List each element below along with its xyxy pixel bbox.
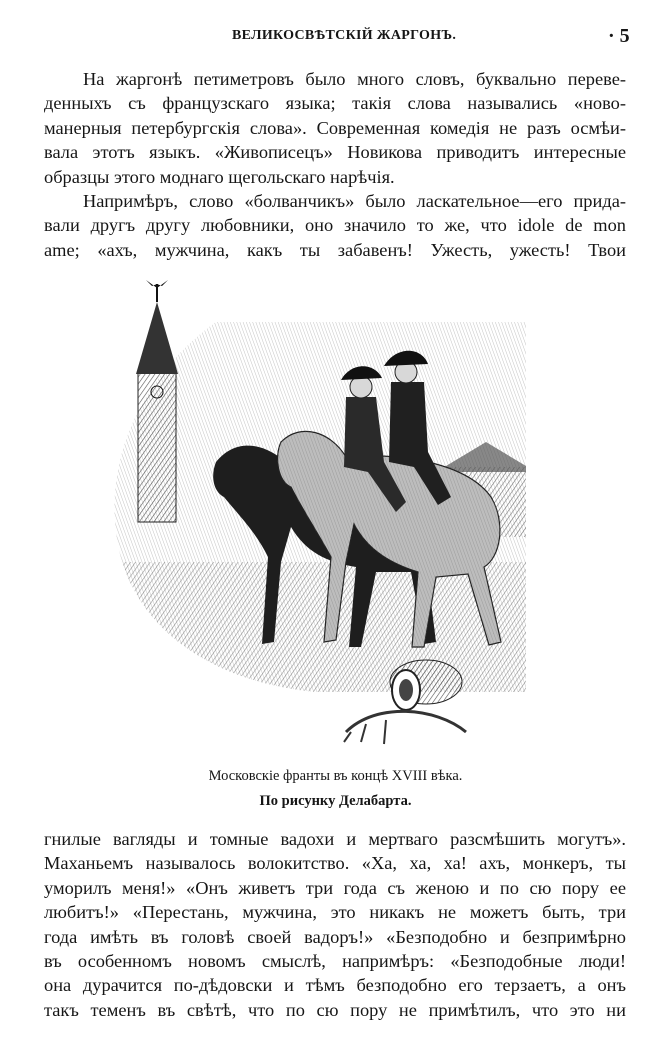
text-line: вала этотъ языкъ. «Живописецъ» Новикова приводитъ интересные	[44, 142, 626, 163]
figure-caption: Московскіе франты въ концѣ XVIII вѣка.	[208, 768, 463, 784]
bottom-body-text	[44, 827, 626, 1022]
text-line: года имѣть въ головѣ своей вадоръ!» «Безподобно и безпримѣрно	[44, 926, 626, 947]
text-line: Маханьемъ называлось волокитство. «Ха, ха, ха! ахъ, монкеръ, ты	[44, 853, 626, 874]
kremlin-tower	[136, 280, 178, 522]
engraving-illustration	[106, 262, 556, 752]
text-line: уморилъ меня!» «Онъ живетъ три года съ женою и по сю пору ее	[44, 877, 626, 898]
figure-credit: По рисунку Делабарта.	[259, 793, 412, 809]
text-line: въ особенномъ новомъ смыслѣ, напримѣръ: «Безподобные люди!	[44, 951, 626, 972]
text-line: такъ теменъ въ свѣтѣ, что по сю пору не примѣтилъ, что это ни	[44, 999, 626, 1020]
page-number: · 5	[608, 25, 630, 47]
text-line: вали другъ другу любовники, оно значило то же, что idole de mon	[44, 215, 626, 236]
text-line: гнилые вагляды и томные вадохи и мертваго разсмѣшить могутъ».	[44, 829, 626, 849]
text-line: На жаргонѣ петиметровъ было много словъ, буквально переве-	[83, 69, 626, 89]
text-line: любитъ!» «Перестань, мужчина, это никакъ не можетъ быть, три	[44, 902, 626, 923]
running-header	[0, 25, 671, 50]
text-line: образцы этого моднаго щегольскаго нарѣчія.	[44, 166, 395, 187]
top-body-text	[44, 67, 626, 262]
text-line: ame; «ахъ, мужчина, какъ ты забавенъ! Ужесть, ужесть! Твои	[44, 239, 626, 260]
running-title: ВЕЛИКОСВѢТСКІЙ ЖАРГОНЪ.	[232, 28, 457, 43]
text-line: она дурачится по-дѣдовски и тѣмъ безподобно его терзаетъ, а онъ	[44, 975, 626, 996]
text-line: манерныя петербургскія слова». Современная комедія не разъ осмѣи-	[44, 117, 626, 138]
text-line: денныхъ съ французскаго языка; такія слова назывались «ново-	[44, 93, 626, 114]
text-line: Напримѣръ, слово «болванчикъ» было ласкательное—его прида-	[83, 191, 626, 212]
